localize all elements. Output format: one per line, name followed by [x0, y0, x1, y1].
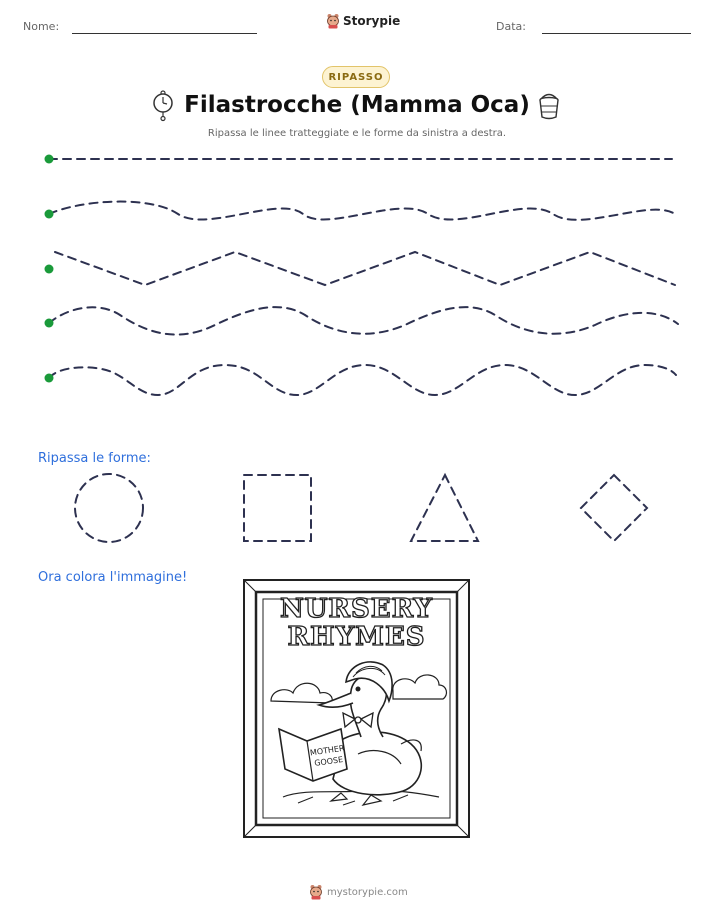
storypie-mascot-icon	[326, 13, 340, 29]
tracing-area	[0, 140, 714, 400]
bucket-icon	[536, 92, 562, 120]
book-title-line2: GOOSE	[313, 754, 344, 768]
name-field[interactable]	[72, 33, 257, 34]
picture-title-line2: RHYMES	[287, 622, 426, 652]
tracing-line-deep-wave[interactable]	[49, 365, 676, 395]
trace-square[interactable]	[244, 475, 311, 541]
tracing-line-wave[interactable]	[49, 307, 678, 335]
start-dot	[45, 374, 54, 383]
footer	[309, 884, 408, 900]
trace-diamond[interactable]	[581, 475, 647, 541]
trace-circle[interactable]	[75, 474, 143, 542]
tracing-line-gentle-wave[interactable]	[49, 202, 675, 220]
book-title-line1: MOTHER	[309, 743, 346, 758]
date-field[interactable]	[542, 33, 691, 34]
date-label: Data:	[496, 20, 526, 33]
start-dot	[45, 319, 54, 328]
footer-url[interactable]: mystorypie.com	[327, 886, 408, 898]
coloring-picture[interactable]	[243, 579, 470, 838]
picture-title-line1: NURSERY	[279, 594, 433, 624]
page-title: Filastrocche (Mamma Oca)	[184, 92, 530, 118]
tracing-line-zigzag[interactable]	[55, 252, 675, 285]
start-dot	[45, 265, 54, 274]
start-dot	[45, 155, 54, 164]
name-label: Nome:	[23, 20, 60, 33]
trace-triangle[interactable]	[411, 475, 478, 541]
shapes-area	[0, 465, 714, 555]
start-dot	[45, 210, 54, 219]
brand-name: Storypie	[343, 14, 401, 28]
shapes-label: Ripassa le forme:	[38, 451, 151, 466]
storypie-mascot-icon	[309, 884, 323, 900]
instructions: Ripassa le linee tratteggiate e le forme da sinistra a destra.	[207, 128, 507, 139]
coloring-label: Ora colora l'immagine!	[38, 570, 188, 585]
review-badge: RIPASSO	[322, 66, 390, 88]
brand-logo	[326, 13, 400, 29]
